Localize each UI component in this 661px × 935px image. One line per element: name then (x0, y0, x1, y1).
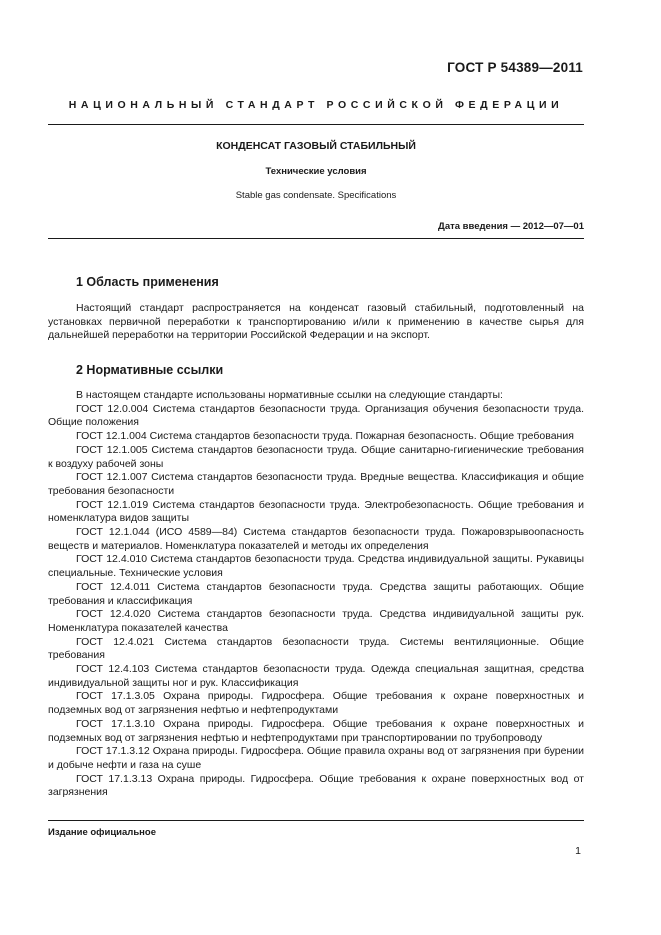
reference-item: ГОСТ 12.4.011 Система стандартов безопасности труда. Средства защиты работающих. Общие требования и классификация (48, 580, 584, 607)
reference-item: ГОСТ 17.1.3.05 Охрана природы. Гидросфера. Общие требования к охране поверхностных и подземных вод от загрязнения нефтью и нефтепродуктами (48, 690, 584, 717)
paragraph: Настоящий стандарт распространяется на конденсат газовый стабильный, подготовленный на установках первичной переработки к транспортированию и/или к применению в качестве сырья для дальнейшей переработки на территории Российской Федерации и на экспорт. (48, 302, 584, 342)
document-code: ГОСТ Р 54389—2011 (447, 60, 583, 75)
document-title: КОНДЕНСАТ ГАЗОВЫЙ СТАБИЛЬНЫЙ (216, 140, 416, 152)
reference-item: ГОСТ 12.4.020 Система стандартов безопасности труда. Средства индивидуальной защиты рук. Номенклатура показателей качества (48, 608, 584, 634)
reference-item: ГОСТ 12.0.004 Система стандартов безопасности труда. Организация обучения безопасности труда. Общие положения (48, 402, 584, 429)
reference-item: ГОСТ 12.4.021 Система стандартов безопасности труда. Системы вентиляционные. Общие требования (48, 635, 584, 662)
section-heading: 1 Область применения (76, 275, 219, 289)
english-title: Stable gas condensate. Specifications (235, 190, 397, 201)
reference-item: ГОСТ 12.1.044 (ИСО 4589—84) Система стандартов безопасности труда. Пожаровзрывоопасность веществ и материалов. Номенклатура показателей и методы их определения (48, 526, 584, 552)
section-body (48, 302, 584, 343)
reference-item: ГОСТ 12.1.004 Система стандартов безопасности труда. Пожарная безопасность. Общие требования (76, 430, 574, 443)
paragraph: В настоящем стандарте использованы нормативные ссылки на следующие стандарты: (76, 389, 503, 401)
reference-item: ГОСТ 12.1.007 Система стандартов безопасности труда. Вредные вещества. Классификация и общие требования безопасности (48, 471, 584, 497)
section-heading: 2 Нормативные ссылки (76, 363, 224, 377)
normative-references-list (48, 389, 584, 800)
document-subtitle: Технические условия (265, 166, 367, 177)
reference-item: ГОСТ 12.1.005 Система стандартов безопасности труда. Общие санитарно-гигиенические требования к воздуху рабочей зоны (48, 443, 584, 470)
bottom-divider (48, 820, 584, 821)
date-divider (48, 238, 584, 239)
reference-item: ГОСТ 12.1.019 Система стандартов безопасности труда. Электробезопасность. Общие требования и номенклатура видов защиты (48, 498, 584, 525)
introduction-date: Дата введения — 2012—07—01 (438, 221, 584, 232)
national-standard-banner: НАЦИОНАЛЬНЫЙ СТАНДАРТ РОССИЙСКОЙ ФЕДЕРАЦИИ (68, 99, 564, 111)
page-number: 1 (575, 845, 581, 857)
top-divider (48, 124, 584, 125)
reference-item: ГОСТ 12.4.103 Система стандартов безопасности труда. Одежда специальная защитная, средства индивидуальной защиты ног и рук. Классификация (48, 663, 584, 689)
edition-note: Издание официальное (48, 827, 156, 838)
reference-item: ГОСТ 17.1.3.10 Охрана природы. Гидросфера. Общие требования к охране поверхностных и подземных вод от загрязнения нефтью и нефтепродуктами при транспортировании по трубопроводу (48, 717, 584, 744)
reference-item: ГОСТ 12.4.010 Система стандартов безопасности труда. Средства индивидуальной защиты. Рукавицы специальные. Технические условия (48, 553, 584, 580)
reference-item: ГОСТ 17.1.3.12 Охрана природы. Гидросфера. Общие правила охраны вод от загрязнения при бурении и добыче нефти и газа на суше (48, 745, 584, 771)
reference-item: ГОСТ 17.1.3.13 Охрана природы. Гидросфера. Общие требования к охране поверхностных вод от загрязнения (48, 772, 584, 799)
